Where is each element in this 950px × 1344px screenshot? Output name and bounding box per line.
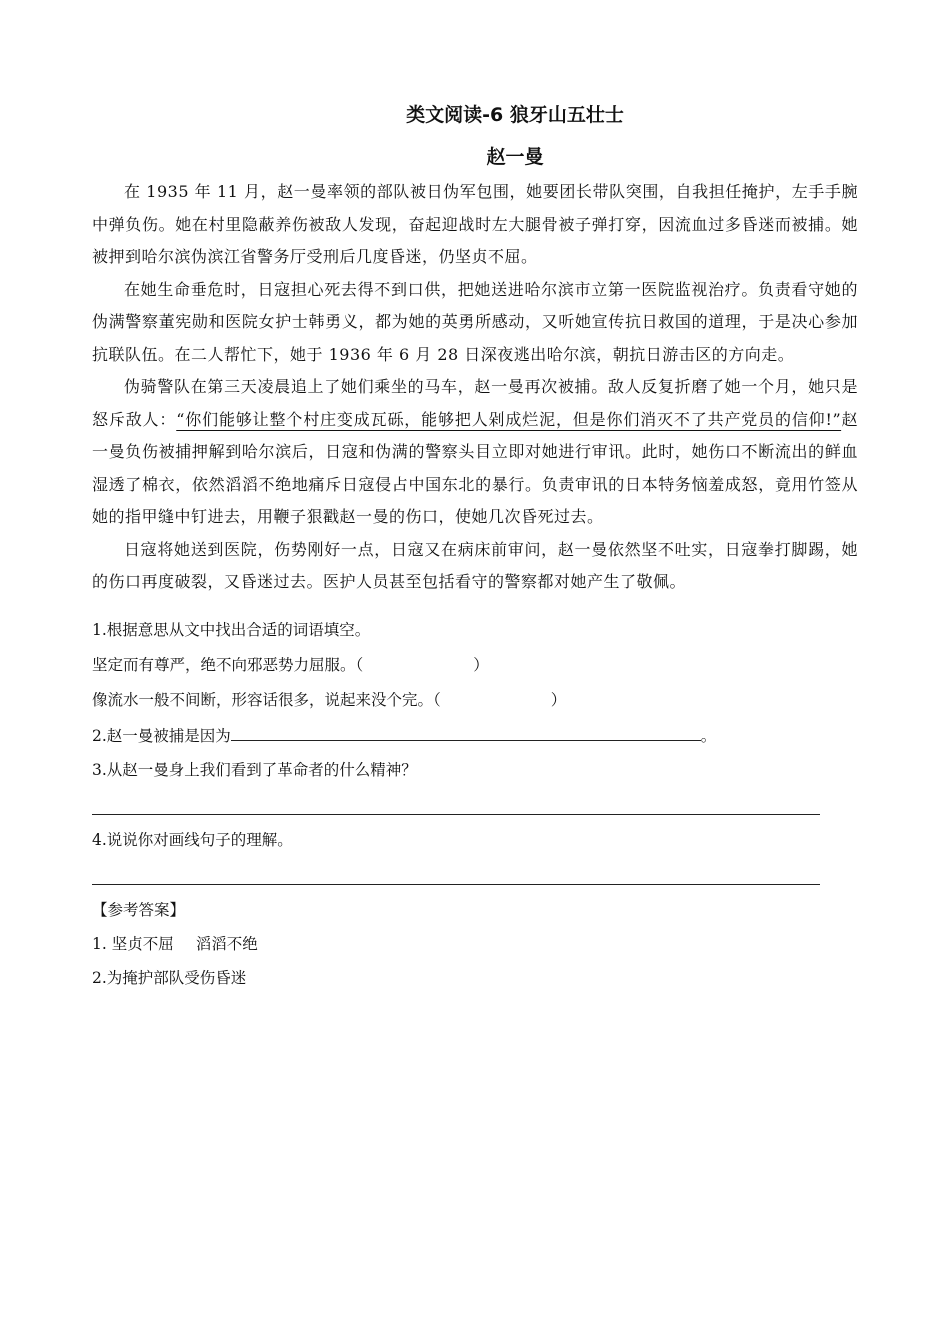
paragraph-3-intro: 伪骑警队在第三天凌晨追上了她们乘坐的马车，赵一曼再次被捕。敌人反复折磨了她一个月，她只是怒斥敌人：: [92, 377, 858, 429]
question-2-text: 2.赵一曼被捕是因为: [92, 726, 231, 745]
question-2-end: 。: [700, 726, 717, 745]
question-1a-close: ）: [473, 655, 489, 674]
underlined-quote: “你们能够让整个村庄变成瓦砾，能够把人剁成烂泥，但是你们消灭不了共产党员的信仰!”: [176, 409, 842, 429]
question-3: 3.从赵一曼身上我们看到了革命者的什么精神？: [92, 760, 417, 779]
question-1a: [92, 648, 858, 683]
question-1a-text: 坚定而有尊严，绝不向邪恶势力屈服。（: [92, 655, 364, 674]
question-3-answer-line[interactable]: [92, 788, 820, 815]
questions-section: [92, 613, 858, 885]
question-1b-close: ）: [550, 690, 567, 709]
question-4: 4.说说你对画线句子的理解。: [92, 830, 293, 849]
paragraph-3: [92, 371, 858, 534]
answer-1-word-2: 滔滔不绝: [195, 934, 258, 953]
document-title: 类文阅读-6 狼牙山五壮士: [406, 104, 624, 126]
question-2-blank[interactable]: [231, 718, 701, 741]
answer-1-number: 1.: [92, 934, 107, 953]
paragraph-1: 在 1935 年 11 月，赵一曼率领的部队被日伪军包围，她要团长带队突围，自我担任掩护，左手手腕中弹负伤。她在村里隐蔽养伤被敌人发现，奋起迎战时左大腿骨被子弹打穿，因流血过多昏迷而被捕。她被押到哈尔滨伪滨江省警务厅受刑后几度昏迷，仍坚贞不屈。: [92, 182, 858, 266]
paragraph-3-rest: 赵一曼负伤被捕押解到哈尔滨后，日寇和伪满的警察头目立即对她进行审讯。此时，她伤口不断流出的鲜血湿透了棉衣，依然滔滔不绝地痛斥日寇侵占中国东北的暴行。负责审讯的日本特务恼羞成怒，竟用竹签从她的指甲缝中钉进去，用鞭子狠戳赵一曼的伤口，使她几次昏死过去。: [92, 409, 858, 526]
answer-1-word-1: 坚贞不屈: [111, 934, 174, 953]
question-4-answer-line[interactable]: [92, 858, 820, 885]
document-page: [92, 100, 858, 995]
question-1b-text: 像流水一般不间断，形容话很多，说起来没个完。（: [92, 690, 441, 709]
paragraph-4: 日寇将她送到医院，伤势刚好一点，日寇又在病床前审问，赵一曼依然坚不吐实，日寇拳打脚踢，她的伤口再度破裂，又昏迷过去。医护人员甚至包括看守的警察都对她产生了敬佩。: [92, 539, 858, 591]
reference-answers: [92, 893, 858, 995]
article-body: [92, 176, 858, 599]
question-1: 1.根据意思从文中找出合适的词语填空。: [92, 620, 371, 639]
paragraph-2: 在她生命垂危时，日寇担心死去得不到口供，把她送进哈尔滨市立第一医院监视治疗。负责看守她的伪满警察董宪勋和医院女护士韩勇义，都为她的英勇所感动，又听她宣传抗日救国的道理，于是决心参加抗联队伍。在二人帮忙下，她于 1936 年 6 月 28 日深夜逃出哈尔滨，朝抗日游击区的方向走。: [92, 279, 858, 364]
answer-1: [92, 927, 858, 961]
question-1b: [92, 683, 858, 718]
article-title: 赵一曼: [486, 146, 544, 168]
answers-heading: 【参考答案】: [92, 900, 186, 919]
question-2: [92, 718, 858, 753]
answer-2: 2.为掩护部队受伤昏迷: [92, 968, 247, 987]
